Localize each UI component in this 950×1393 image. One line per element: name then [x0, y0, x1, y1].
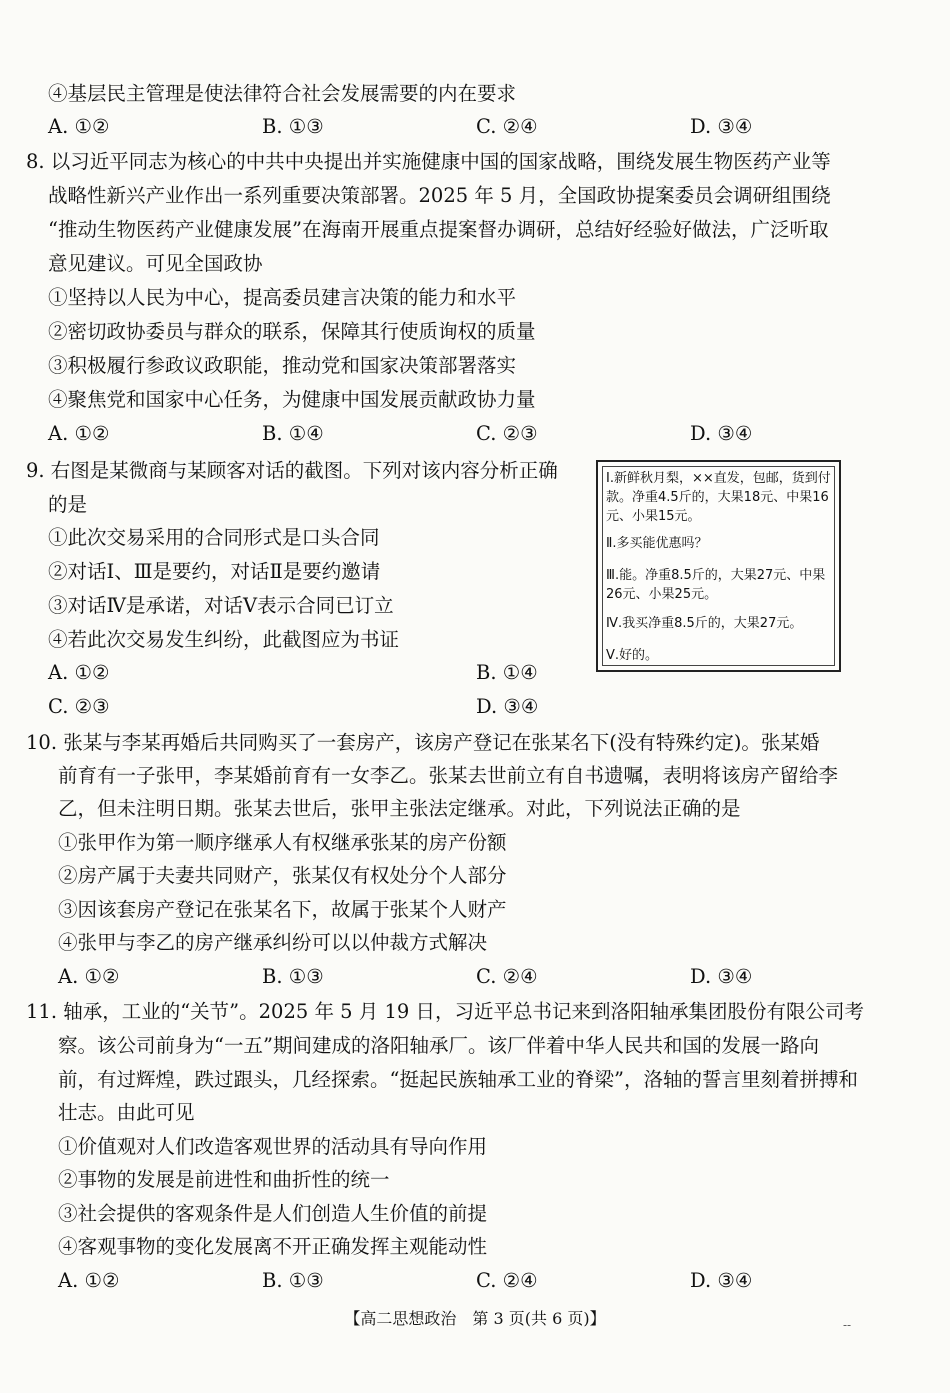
question-9-stem-line: 9. 右图是某微商与某顾客对话的截图。下列对该内容分析正确 [26, 459, 558, 482]
option-a: A. ①② [48, 115, 110, 138]
statement-4: ④基层民主管理是使法律符合社会发展需要的内在要求 [48, 82, 517, 105]
question-9-item: ①此次交易采用的合同形式是口头合同 [48, 526, 380, 549]
option-d: D. ③④ [476, 695, 539, 718]
question-11-item: ①价值观对人们改造客观世界的活动具有导向作用 [58, 1135, 488, 1158]
question-10-item: ③因该套房产登记在张某名下，故属于张某个人财产 [58, 898, 507, 921]
question-11-stem-line: 察。该公司前身为“一五”期间建成的洛阳轴承厂。该厂伴着中华人民共和国的发展一路向 [58, 1034, 819, 1057]
question-10-stem-line: 10. 张某与李某再婚后共同购买了一套房产，该房产登记在张某名下(没有特殊约定)。张某婚 [26, 731, 820, 754]
question-11-item: ②事物的发展是前进性和曲折性的统一 [58, 1168, 390, 1191]
page-footer: 【高二思想政治 第 3 页(共 6 页)】 [344, 1309, 606, 1328]
option-c: C. ②③ [48, 695, 110, 718]
option-a: A. ①② [58, 965, 120, 988]
question-8-stem-line: “推动生物医药产业健康发展”在海南开展重点提案督办调研，总结好经验好做法，广泛听取 [48, 218, 829, 241]
option-b: B. ①③ [262, 1269, 324, 1292]
question-8-stem-line: 8. 以习近平同志为核心的中共中央提出并实施健康中国的国家战略，围绕发展生物医药产业等 [26, 150, 831, 173]
chat-message-4: Ⅳ.我买净重8.5斤的，大果27元。 [606, 616, 803, 631]
question-10-item: ①张甲作为第一顺序继承人有权继承张某的房产份额 [58, 831, 507, 854]
option-b: B. ①④ [476, 661, 538, 684]
option-d: D. ③④ [690, 965, 753, 988]
question-9-item: ③对话Ⅳ是承诺，对话Ⅴ表示合同已订立 [48, 594, 394, 617]
option-c: C. ②④ [476, 115, 538, 138]
question-10-item: ④张甲与李乙的房产继承纠纷可以以仲裁方式解决 [58, 931, 488, 954]
question-8-item: ④聚焦党和国家中心任务，为健康中国发展贡献政协力量 [48, 388, 536, 411]
question-11-item: ③社会提供的客观条件是人们创造人生价值的前提 [58, 1202, 488, 1225]
chat-message-3: Ⅲ.能。净重8.5斤的，大果27元、中果26元、小果25元。 [606, 568, 826, 602]
option-a: A. ①② [58, 1269, 120, 1292]
question-10-item: ②房产属于夫妻共同财产，张某仅有权处分个人部分 [58, 864, 507, 887]
chat-screenshot-box [596, 460, 841, 672]
option-d: D. ③④ [690, 115, 753, 138]
option-a: A. ①② [48, 661, 110, 684]
question-10-stem-line: 乙，但未注明日期。张某去世后，张甲主张法定继承。对此，下列说法正确的是 [58, 797, 741, 820]
option-b: B. ①③ [262, 965, 324, 988]
question-9-item: ②对话Ⅰ、Ⅲ是要约，对话Ⅱ是要约邀请 [48, 560, 381, 583]
question-8-item: ③积极履行参政议政职能，推动党和国家决策部署落实 [48, 354, 517, 377]
question-9-item: ④若此次交易发生纠纷，此截图应为书证 [48, 628, 400, 651]
corner-mark: -- [843, 1318, 852, 1332]
question-8-item: ①坚持以人民为中心，提高委员建言决策的能力和水平 [48, 286, 517, 309]
option-c: C. ②④ [476, 965, 538, 988]
question-8-stem-line: 战略性新兴产业作出一系列重要决策部署。2025 年 5 月，全国政协提案委员会调研组围绕 [48, 184, 831, 207]
question-11-stem-line: 11. 轴承，工业的“关节”。2025 年 5 月 19 日，习近平总书记来到洛阳轴承集团股份有限公司考 [26, 1000, 864, 1023]
option-d: D. ③④ [690, 1269, 753, 1292]
chat-message-1: Ⅰ.新鲜秋月梨，××直发，包邮，货到付款。净重4.5斤的，大果18元、中果16元、小果15元。 [606, 471, 831, 524]
question-10-stem-line: 前育有一子张甲，李某婚前育有一女李乙。张某去世前立有自书遗嘱，表明将该房产留给李 [58, 764, 839, 787]
question-11-stem-line: 壮志。由此可见 [58, 1101, 195, 1124]
question-8-item: ②密切政协委员与群众的联系，保障其行使质询权的质量 [48, 320, 536, 343]
question-9-stem-line: 的是 [48, 493, 88, 516]
option-c: C. ②④ [476, 1269, 538, 1292]
chat-message-5: Ⅴ.好的。 [606, 648, 659, 663]
option-b: B. ①④ [262, 422, 324, 445]
option-d: D. ③④ [690, 422, 753, 445]
option-c: C. ②③ [476, 422, 538, 445]
chat-message-2: Ⅱ.多买能优惠吗？ [606, 536, 708, 551]
question-8-stem-line: 意见建议。可见全国政协 [48, 252, 263, 275]
question-11-item: ④客观事物的变化发展离不开正确发挥主观能动性 [58, 1235, 488, 1258]
question-11-stem-line: 前，有过辉煌，跌过跟头，几经探索。“挺起民族轴承工业的脊梁”，洛轴的誓言里刻着拼搏和 [58, 1068, 858, 1091]
option-b: B. ①③ [262, 115, 324, 138]
option-a: A. ①② [48, 422, 110, 445]
